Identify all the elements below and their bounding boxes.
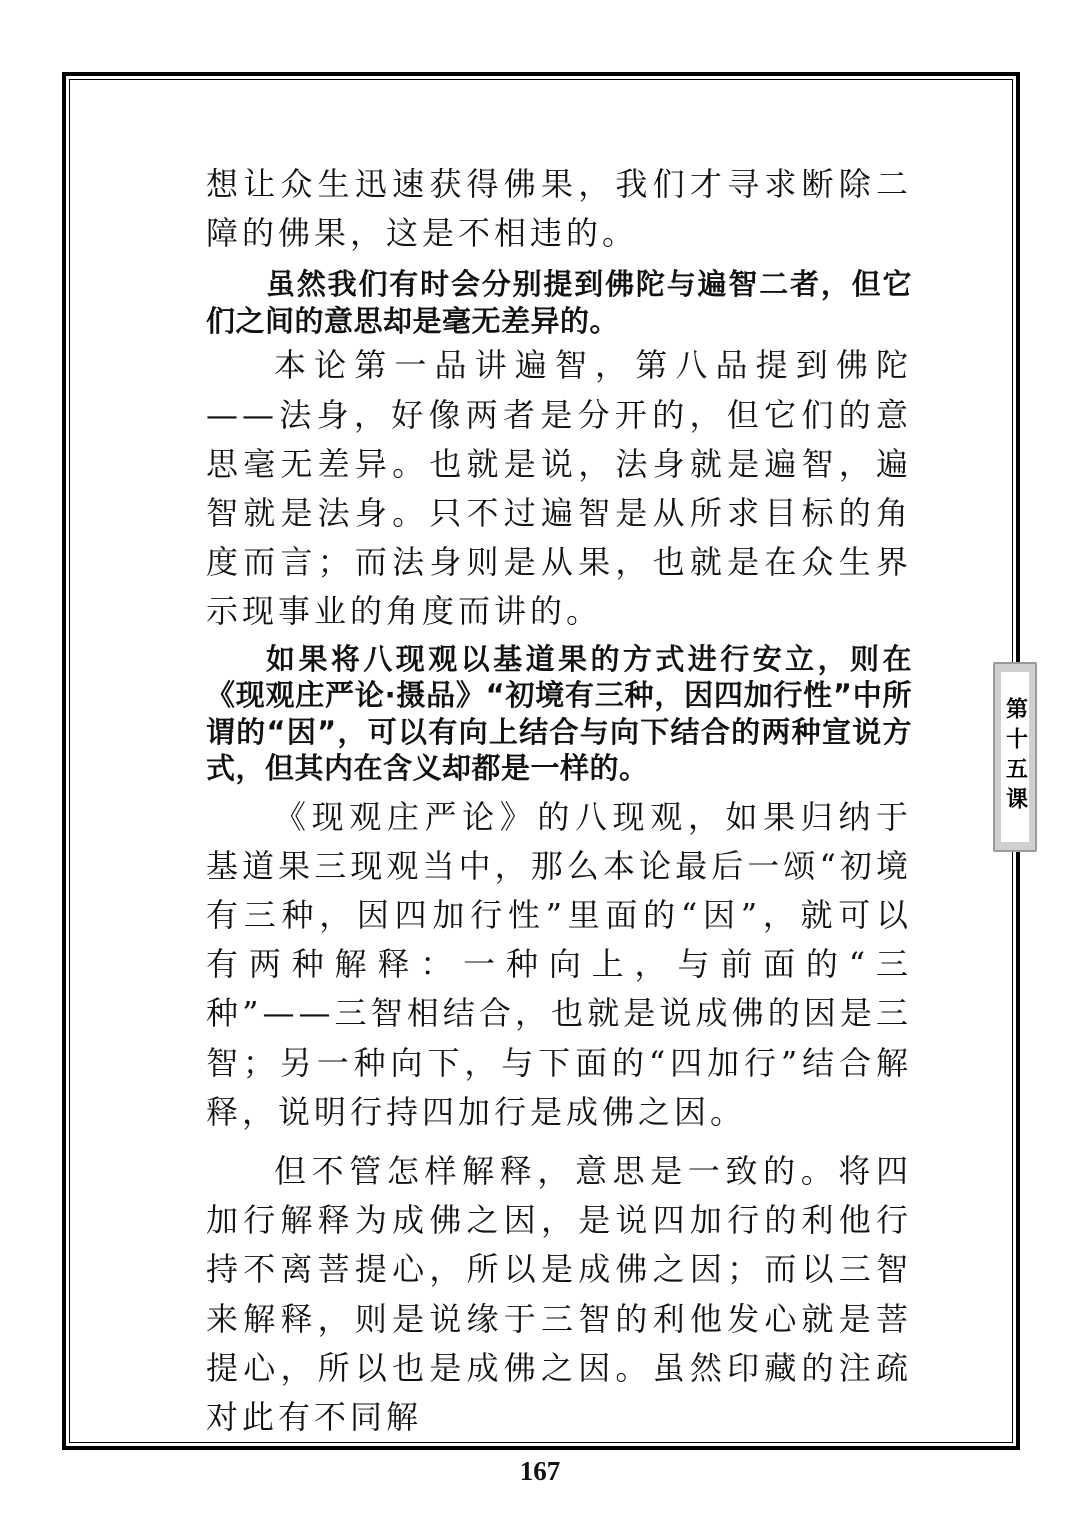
paragraph-eight-realizations: 《现观庄严论》的八现观，如果归纳于基道果三现观当中，那么本论最后一颂“初境有三种，因四加行性”里面的“因”，就可以有两种解释：一种向上，与前面的“三种”——三智相结合，也就是说成佛的因是三智；另一种向下，与下面的“四加行”结合解释，说明行持四加行是成佛之因。 [206,797,912,1131]
summary-note-2: 如果将八现观以基道果的方式进行安立，则在《现观庄严论·摄品》“初境有三种，因四加行性”中所谓的“因”，可以有向上结合与向下结合的两种宣说方式，但其内在含义却都是一样的。 [206,641,912,786]
chapter-side-tab [993,662,1037,852]
page-number: 167 [519,1456,561,1486]
summary-note-1: 虽然我们有时会分别提到佛陀与遍智二者，但它们之间的意思却是毫无差异的。 [206,267,912,338]
chapter-side-tab-panel [1001,672,1029,842]
paragraph-dharmakaya: 本论第一品讲遍智，第八品提到佛陀——法身，好像两者是分开的，但它们的意思毫无差异。也就是说，法身就是遍智，遍智就是法身。只不过遍智是从所求目标的角度而言；而法身则是从果，也就是在众生界示现事业的角度而讲的。 [206,346,912,631]
page-body [206,160,912,1442]
paragraph-interpretation: 但不管怎样解释，意思是一致的。将四加行解释为成佛之因，是说四加行的利他行持不离菩提心，所以是成佛之因；而以三智来解释，则是说缘于三智的利他发心就是菩提心，所以也是成佛之因。虽然印藏的注疏对此有不同解 [206,1152,912,1437]
chapter-label: 第十五课 [1002,697,1028,817]
paragraph-continuation: 想让众生迅速获得佛果，我们才寻求断除二障的佛果，这是不相违的。 [206,165,912,253]
